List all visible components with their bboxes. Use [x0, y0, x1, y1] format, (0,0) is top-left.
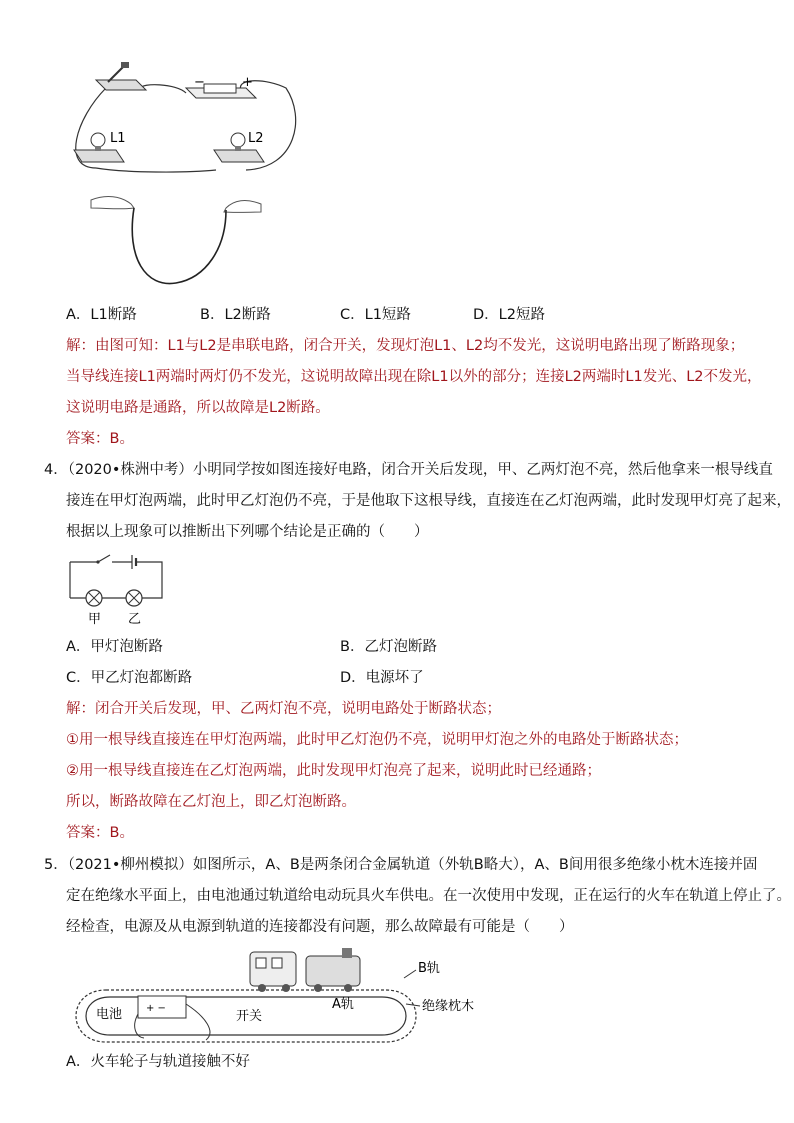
q4-stem-line-2: 接连在甲灯泡两端，此时甲乙灯泡仍不亮，于是他取下这根导线，直接连在乙灯泡两端，此时发现甲灯亮了起来，	[66, 493, 791, 509]
q5-option-a[interactable]: A．火车轮子与轨道接触不好	[66, 1054, 250, 1070]
q3-battery-pos: +	[242, 75, 253, 90]
q4-option-c[interactable]: C．甲乙灯泡都断路	[66, 670, 193, 686]
q5-label-b-rail: B轨	[418, 961, 440, 976]
q5-label-a-rail: A轨	[332, 997, 354, 1012]
q4-switch-icon	[96, 555, 110, 564]
q4-stem-line-1: 4．（2020•株洲中考）小明同学按如图连接好电路，闭合开关后发现，甲、乙两灯泡不亮，然后他拿来一根导线直	[44, 462, 773, 478]
q5-train-icon	[250, 948, 360, 992]
q3-bulb-l2-icon	[214, 131, 264, 162]
q3-label-l1: L1	[110, 131, 126, 146]
q5-label-switch: 开关	[236, 1009, 263, 1024]
q3-option-b[interactable]: B．L2断路	[200, 307, 271, 323]
q4-circuit-figure	[66, 548, 186, 628]
q4-bulb-jia-icon	[86, 590, 102, 606]
q3-switch-icon	[96, 62, 146, 90]
q4-wire	[70, 562, 162, 598]
q4-label-jia: 甲	[88, 612, 102, 627]
q3-solution-line-1: 解：由图可知：L1与L2是串联电路，闭合开关，发现灯泡L1、L2均不发光，这说明电路出现了断路现象；	[66, 338, 745, 354]
q3-circuit-figure	[66, 58, 326, 298]
q5-stem-line-3: 经检查，电源及从电源到轨道的连接都没有问题，那么故障最有可能是（ ）	[66, 919, 574, 935]
q4-solution-line-2: ①用一根导线直接连在甲灯泡两端，此时甲乙灯泡仍不亮，说明甲灯泡之外的电路处于断路状态；	[66, 732, 688, 748]
q4-solution-line-3: ②用一根导线直接连在乙灯泡两端，此时发现甲灯泡亮了起来，说明此时已经通路；	[66, 763, 601, 779]
q4-answer: 答案：B。	[66, 825, 134, 841]
q4-option-b[interactable]: B．乙灯泡断路	[340, 639, 437, 655]
q3-option-d[interactable]: D．L2短路	[473, 307, 545, 323]
q3-bulb-l1-icon	[74, 131, 126, 162]
q3-hands-wire-icon	[91, 197, 261, 284]
q3-battery-icon	[186, 75, 256, 98]
q3-answer: 答案：B。	[66, 431, 134, 447]
q4-option-a[interactable]: A．甲灯泡断路	[66, 639, 163, 655]
q5-stem-line-2: 定在绝缘水平面上，由电池通过轨道给电动玩具火车供电。在一次使用中发现，正在运行的火车在轨道上停止了。	[66, 888, 791, 904]
q5-label-battery: 电池	[96, 1007, 123, 1022]
q4-solution-line-4: 所以，断路故障在乙灯泡上，即乙灯泡断路。	[66, 794, 356, 810]
q5-label-sleeper: 绝缘枕木	[422, 999, 475, 1014]
q4-option-d[interactable]: D．电源坏了	[340, 670, 424, 686]
q3-option-a[interactable]: A．L1断路	[66, 307, 137, 323]
q4-solution-line-1: 解：闭合开关后发现，甲、乙两灯泡不亮，说明电路处于断路状态；	[66, 701, 501, 717]
q4-bulb-yi-icon	[126, 590, 142, 606]
q4-battery-icon	[132, 555, 136, 569]
q3-label-l2: L2	[248, 131, 264, 146]
q3-solution-line-3: 这说明电路是通路，所以故障是L2断路。	[66, 400, 330, 416]
q3-option-c[interactable]: C．L1短路	[340, 307, 411, 323]
q5-battery-icon	[138, 996, 186, 1018]
q4-stem-line-3: 根据以上现象可以推断出下列哪个结论是正确的（ ）	[66, 524, 429, 540]
q5-battery-sign: + −	[146, 1003, 166, 1014]
q3-solution-line-2: 当导线连接L1两端时两灯仍不发光，这说明故障出现在除L1以外的部分；连接L2两端时L1发光、L2不发光，	[66, 369, 762, 385]
q5-stem-line-1: 5．（2021•柳州模拟）如图所示，A、B是两条闭合金属轨道（外轨B略大），A、B间用很多绝缘小枕木连接并固	[44, 857, 758, 873]
q3-battery-neg: −	[194, 75, 205, 90]
q5-track-figure	[66, 942, 486, 1052]
q4-label-yi: 乙	[128, 612, 142, 627]
